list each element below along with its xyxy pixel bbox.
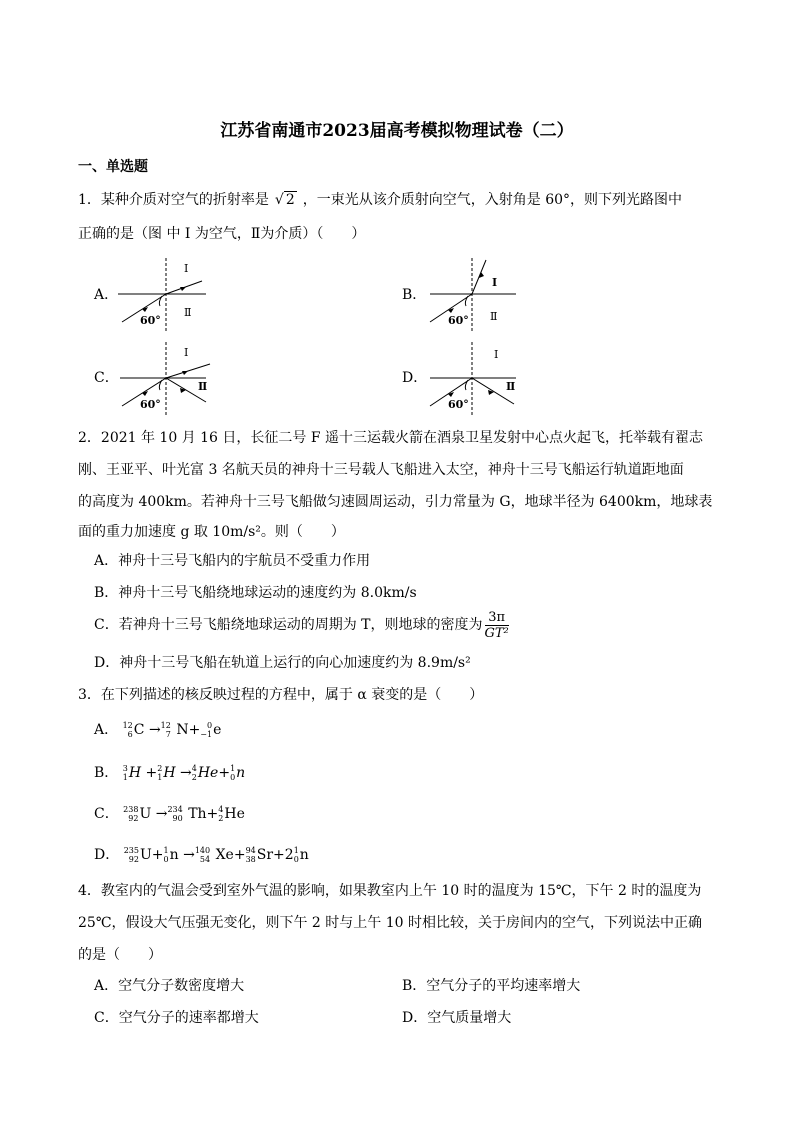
- mass-number: 4: [191, 764, 197, 773]
- atomic-number: 2: [218, 814, 224, 823]
- q2-option-b: B．神舟十三号飞船绕地球运动的速度约为 8.0km/s: [94, 585, 417, 601]
- mass-number: 1: [230, 764, 236, 773]
- nuclide-scripts: [123, 721, 133, 739]
- nuclide-scripts: [195, 846, 210, 864]
- medium-2-label: Ⅱ: [198, 380, 208, 393]
- atomic-number: −1: [200, 730, 213, 739]
- q2-stem-line2: 刚、王亚平、叶光富 3 名航天员的神舟十三号载人飞船进入太空，神舟十三号飞船运行轨道距地面: [78, 462, 684, 478]
- medium-2-label: Ⅱ: [490, 310, 498, 323]
- option-label: B．: [94, 765, 119, 781]
- sqrt-radicand: 2: [285, 192, 295, 208]
- q1-text-b: ，一束光从该介质射向空气，入射角是 60°，则下列光路图中: [302, 192, 683, 208]
- element-symbol: U: [139, 806, 152, 822]
- atomic-number: 6: [127, 730, 133, 739]
- mass-number: 235: [123, 846, 139, 855]
- coefficient: 2: [284, 847, 294, 863]
- mass-number: 12: [160, 721, 171, 730]
- q1-option-d-label: D．: [402, 370, 428, 386]
- nuclide-scripts: [123, 805, 138, 823]
- angle-label: 60°: [140, 398, 161, 411]
- plus-sign: +: [273, 847, 285, 863]
- mass-number: 140: [194, 846, 211, 855]
- q1-stem-line1: [78, 190, 682, 210]
- nuclide-scripts: [161, 721, 171, 739]
- medium-1-label: Ⅰ: [184, 262, 189, 275]
- element-symbol: C: [133, 722, 145, 738]
- q3-stem: 3．在下列描述的核反映过程的方程中，属于 α 衰变的是（ ）: [78, 687, 484, 703]
- q4-option-d: D．空气质量增大: [402, 1010, 512, 1026]
- q2-option-c: [94, 608, 509, 642]
- section-heading: 一、单选题: [78, 159, 148, 175]
- plus-sign: +: [188, 722, 201, 738]
- reaction-arrow: →: [180, 765, 192, 781]
- atomic-number: 0: [293, 855, 299, 864]
- q3-option-c: [94, 804, 245, 824]
- element-symbol: n: [299, 847, 309, 863]
- plus-sign: +: [233, 847, 246, 863]
- medium-1-label: Ⅰ: [494, 348, 499, 361]
- atomic-number: 7: [165, 730, 171, 739]
- atomic-number: 38: [245, 855, 256, 864]
- reaction-arrow: →: [148, 722, 161, 738]
- mass-number: 2: [157, 764, 163, 773]
- element-symbol: e: [213, 722, 222, 738]
- atomic-number: 90: [172, 814, 183, 823]
- angle-label: 60°: [448, 314, 469, 327]
- element-symbol: H: [128, 765, 142, 781]
- option-label: A．: [94, 722, 119, 738]
- nuclide-scripts: [200, 721, 212, 739]
- element-symbol: He: [197, 765, 219, 781]
- medium-2-label: Ⅱ: [184, 306, 192, 319]
- q4-stem-line1: 4．教室内的气温会受到室外气温的影响，如果教室内上午 10 时的温度为 15℃，下午 2 时的温度为: [78, 883, 702, 899]
- q1-option-b-label: B．: [402, 287, 427, 303]
- angle-label: 60°: [140, 314, 161, 327]
- q3-option-a: [94, 720, 221, 740]
- medium-1-label: Ⅰ: [492, 276, 498, 289]
- element-symbol: H: [163, 765, 176, 781]
- q4-stem-line3: 的是（ ）: [78, 947, 162, 963]
- atomic-number: 1: [122, 773, 128, 782]
- q1-option-a-label: A．: [94, 287, 119, 303]
- nuclide-scripts: [123, 764, 128, 782]
- mass-number: 234: [167, 805, 183, 814]
- q2-option-a: A．神舟十三号飞船内的宇航员不受重力作用: [94, 553, 371, 569]
- q2-stem-line1: 2．2021 年 10 月 16 日，长征二号 F 遥十三运载火箭在酒泉卫星发射中心点火起飞，托举载有翟志: [78, 430, 704, 446]
- q4-stem-line2: 25℃，假设大气压强无变化，则下午 2 时与上午 10 时相比较，关于房间内的空气，下列说法中正确: [78, 915, 702, 931]
- angle-label: 60°: [448, 398, 469, 411]
- mass-number: 94: [245, 846, 256, 855]
- mass-number: 1: [293, 846, 299, 855]
- q1-option-c-diagram: [118, 342, 218, 420]
- q1-option-c-label: C．: [94, 370, 119, 386]
- nuclide-scripts: [124, 846, 139, 864]
- medium-2-label: Ⅱ: [506, 380, 516, 393]
- nuclide-scripts: [230, 764, 235, 782]
- mass-number: 12: [122, 721, 133, 730]
- option-label: C．: [94, 806, 119, 822]
- q2-stem-line4: 面的重力加速度 g 取 10m/s²。则（ ）: [78, 524, 345, 540]
- reaction-arrow: →: [155, 806, 168, 822]
- medium-1-label: Ⅰ: [184, 346, 189, 359]
- element-symbol: He: [224, 806, 245, 822]
- q4-option-b: B．空气分子的平均速率增大: [402, 978, 581, 994]
- element-symbol: N: [176, 722, 189, 738]
- q1-text-a: 1．某种介质对空气的折射率是: [78, 192, 269, 208]
- q1-option-d-diagram: [428, 342, 528, 420]
- plus-sign: +: [206, 806, 219, 822]
- q2-option-c-text: C．若神舟十三号飞船绕地球运动的周期为 T，则地球的密度为: [94, 617, 483, 633]
- q1-option-a-diagram: [118, 258, 218, 336]
- nuclide-scripts: [164, 846, 169, 864]
- q3-option-b: [94, 763, 245, 783]
- nuclide-scripts: [246, 846, 256, 864]
- element-symbol: n: [236, 765, 246, 781]
- mass-number: 4: [218, 805, 224, 814]
- q2-stem-line3: 的高度为 400km。若神舟十三号飞船做匀速圆周运动，引力常量为 G，地球半径为 6400km，地球表: [78, 494, 713, 510]
- element-symbol: Xe: [215, 847, 234, 863]
- nuclide-scripts: [157, 764, 162, 782]
- q2-option-d: D．神舟十三号飞船在轨道上运行的向心加速度约为 8.9m/s²: [94, 655, 471, 671]
- plus-sign: +: [151, 847, 164, 863]
- atomic-number: 92: [128, 814, 139, 823]
- page-title: 江苏省南通市2023届高考模拟物理试卷（二）: [220, 121, 574, 141]
- q1-option-b-diagram: [428, 258, 528, 336]
- nuclide-scripts: [218, 805, 223, 823]
- element-symbol: Sr: [256, 847, 274, 863]
- density-fraction: [485, 610, 509, 641]
- nuclide-scripts: [192, 764, 197, 782]
- nuclide-scripts: [167, 805, 182, 823]
- mass-number: 3: [122, 764, 128, 773]
- element-symbol: U: [139, 847, 152, 863]
- option-label: D．: [94, 847, 120, 863]
- nuclide-scripts: [294, 846, 299, 864]
- plus-sign: +: [145, 765, 158, 781]
- element-symbol: Th: [188, 806, 207, 822]
- atomic-number: 1: [157, 773, 163, 782]
- q3-option-d: [94, 845, 309, 865]
- q4-option-c: C．空气分子的速率都增大: [94, 1010, 259, 1026]
- q1-stem-line2: 正确的是（图 中 Ⅰ 为空气，Ⅱ为介质）（ ）: [78, 226, 366, 242]
- sqrt-expression: √ 2: [274, 192, 295, 208]
- atomic-number: 0: [163, 855, 169, 864]
- q4-option-a: A．空气分子数密度增大: [94, 978, 245, 994]
- fraction-denominator: GT²: [484, 625, 509, 641]
- element-symbol: n: [169, 847, 179, 863]
- atomic-number: 2: [191, 773, 197, 782]
- reaction-arrow: →: [183, 847, 195, 863]
- atomic-number: 54: [199, 855, 211, 864]
- fraction-numerator: 3π: [485, 610, 509, 626]
- mass-number: 1: [163, 846, 169, 855]
- mass-number: 238: [123, 805, 139, 814]
- atomic-number: 92: [128, 855, 139, 864]
- atomic-number: 0: [230, 773, 236, 782]
- mass-number: 0: [207, 721, 213, 730]
- plus-sign: +: [218, 765, 231, 781]
